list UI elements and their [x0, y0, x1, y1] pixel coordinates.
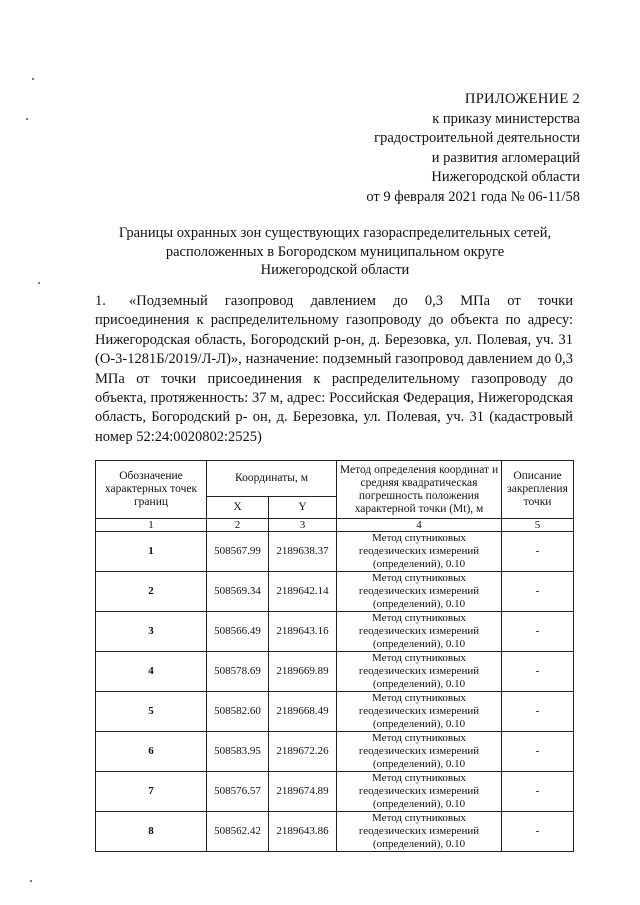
description: - — [502, 772, 574, 812]
column-number: 3 — [269, 519, 337, 532]
header-y: Y — [269, 497, 337, 519]
coord-x: 508567.99 — [207, 532, 269, 572]
scan-speck — [26, 118, 28, 120]
header-row — [96, 461, 574, 497]
point-id: 1 — [96, 532, 207, 572]
point-id: 6 — [96, 732, 207, 772]
description: - — [502, 732, 574, 772]
coord-y: 2189643.86 — [269, 812, 337, 852]
coordinates-table — [95, 460, 574, 852]
item-text: «Подземный газопровод давлением до 0,3 МПа от точки присоединения к распределительному газопроводу до объекта по адресу: Нижегородская область, Богородский р-он, д. Березовка, ул. Полевая, уч. 31 (О-3-1281Б/2019/Л-Л)», назначение: подземный газопровод давлением до 0,3 МПа от точки присоединения к распределительному газопроводу до объекта, протяженность: 37 м, адрес: Российская Федерация, Нижегородская область, Богородский р- он, д. Березовка, ул. Полевая, уч. 31 (кадастровый номер 52:24:0020802:2525) — [95, 293, 573, 445]
column-number-row — [96, 519, 574, 532]
point-id: 4 — [96, 652, 207, 692]
coord-y: 2189643.16 — [269, 612, 337, 652]
title-line: Нижегородской области — [260, 262, 410, 278]
header-designation: Обозначение характерных точек границ — [96, 461, 207, 519]
appendix-line: от 9 февраля 2021 года № 06-11/58 — [366, 188, 580, 205]
appendix-line: Нижегородской области — [431, 169, 580, 185]
coord-y: 2189669.89 — [269, 652, 337, 692]
table-row — [96, 772, 574, 812]
method-text: Метод спутниковых геодезических измерений (определений), 0.10 — [337, 812, 502, 852]
description: - — [502, 532, 574, 572]
appendix-header — [366, 90, 580, 207]
method-text: Метод спутниковых геодезических измерений (определений), 0.10 — [337, 532, 502, 572]
coord-x: 508576.57 — [207, 772, 269, 812]
description: - — [502, 692, 574, 732]
point-id: 8 — [96, 812, 207, 852]
coord-y: 2189672.26 — [269, 732, 337, 772]
method-text: Метод спутниковых геодезических измерений (определений), 0.10 — [337, 692, 502, 732]
coord-x: 508562.42 — [207, 812, 269, 852]
coord-y: 2189674.89 — [269, 772, 337, 812]
column-number: 5 — [502, 519, 574, 532]
coord-y: 2189668.49 — [269, 692, 337, 732]
column-number: 1 — [96, 519, 207, 532]
method-text: Метод спутниковых геодезических измерений (определений), 0.10 — [337, 612, 502, 652]
method-text: Метод спутниковых геодезических измерений (определений), 0.10 — [337, 572, 502, 612]
coord-x: 508569.34 — [207, 572, 269, 612]
table-row — [96, 812, 574, 852]
table-row — [96, 612, 574, 652]
point-id: 3 — [96, 612, 207, 652]
appendix-title: ПРИЛОЖЕНИЕ 2 — [464, 91, 580, 107]
description: - — [502, 572, 574, 612]
header-description: Описание закрепления точки — [502, 461, 574, 519]
column-number: 2 — [207, 519, 269, 532]
coord-x: 508566.49 — [207, 612, 269, 652]
description: - — [502, 812, 574, 852]
header-coordinates: Координаты, м — [207, 461, 337, 497]
item-number: 1. — [95, 293, 106, 309]
method-text: Метод спутниковых геодезических измерений (определений), 0.10 — [337, 652, 502, 692]
table-row — [96, 692, 574, 732]
point-id: 5 — [96, 692, 207, 732]
table-row — [96, 572, 574, 612]
item-paragraph — [95, 292, 573, 447]
header-x: X — [207, 497, 269, 519]
method-text: Метод спутниковых геодезических измерений (определений), 0.10 — [337, 732, 502, 772]
method-text: Метод спутниковых геодезических измерений (определений), 0.10 — [337, 772, 502, 812]
description: - — [502, 652, 574, 692]
table-row — [96, 652, 574, 692]
appendix-line: к приказу министерства — [432, 110, 580, 127]
coord-y: 2189642.14 — [269, 572, 337, 612]
document-title — [95, 224, 575, 280]
column-number: 4 — [337, 519, 502, 532]
coord-x: 508578.69 — [207, 652, 269, 692]
coord-x: 508583.95 — [207, 732, 269, 772]
title-line: расположенных в Богородском муниципальном округе — [165, 243, 505, 260]
table-row — [96, 732, 574, 772]
scan-speck — [32, 78, 34, 80]
header-method: Метод определения координат и средняя квадратическая погрешность положения характерной точки (Mt), м — [337, 461, 502, 519]
scan-speck — [38, 282, 40, 284]
coord-x: 508582.60 — [207, 692, 269, 732]
description: - — [502, 612, 574, 652]
title-line: Границы охранных зон существующих газораспределительных сетей, — [118, 225, 552, 241]
point-id: 2 — [96, 572, 207, 612]
point-id: 7 — [96, 772, 207, 812]
coord-y: 2189638.37 — [269, 532, 337, 572]
appendix-line: и развития агломераций — [431, 149, 580, 166]
table-row — [96, 532, 574, 572]
appendix-line: градостроительной деятельности — [374, 130, 580, 146]
scan-speck — [30, 880, 32, 882]
